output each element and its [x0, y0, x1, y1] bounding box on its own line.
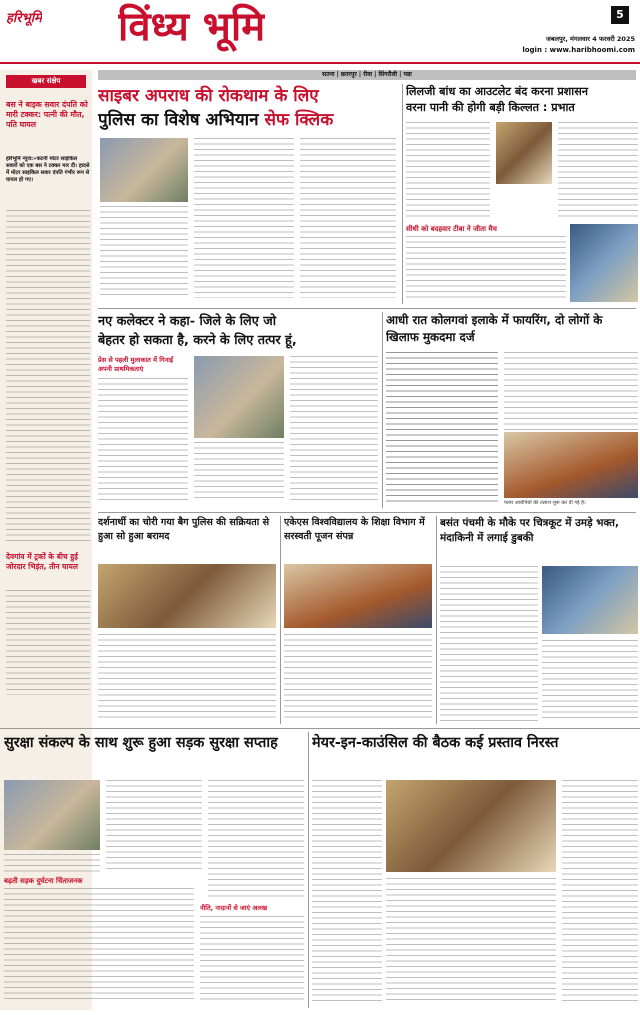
section-rule-1 — [98, 308, 636, 309]
column-rule — [402, 84, 403, 304]
safety-sub-body — [4, 888, 194, 1002]
masthead-divider — [0, 62, 640, 64]
theft-story — [98, 516, 276, 724]
dam-story — [406, 84, 638, 306]
brand-logo: हरिभूमि — [6, 11, 42, 26]
firing-photo-caption: फरार आरोपियों की तलाश शुरू कर दी गई है। — [504, 500, 586, 506]
brief1-lead: हरिभूमि न्यूज:»कटनी मोटर साइकिल सवारों को एक बस ने टक्कर मार दी। हादसे में मोटर साइकिल सवार दंपति गंभीर रूप से घायल हो गए। — [6, 156, 90, 183]
dateline: जबलपुर, मंगलवार 4 फरवरी 2025 — [546, 35, 635, 43]
lead-body-left — [100, 206, 188, 298]
safety-headline: सुरक्षा संकल्प के साथ शुरू हुआ सड़क सुरक्षा सप्ताह — [4, 735, 278, 751]
dam-body-left — [406, 122, 490, 220]
council-body-middle — [386, 878, 556, 1002]
district-names: सतना | छतरपुर | रीवा | सिंगरौली | पन्ना — [322, 71, 412, 78]
page-number: 5 — [611, 6, 629, 24]
safety-subhead: बढ़ती सड़क दुर्घटना चिंताजनक — [4, 877, 83, 885]
column-rule-3 — [280, 516, 281, 724]
lead-headline-red: सेफ क्लिक — [264, 110, 334, 130]
brief1-headline: बस ने बाइक सवार दंपति को मारी टक्कर: पत्नी की मौत, पति घायल — [6, 100, 88, 129]
collector-headline-line1: नए कलेक्टर ने कहा- जिले के लिए जो — [98, 314, 277, 329]
sidebar-label: खबर संक्षेप — [6, 75, 86, 88]
chitrakoot-story — [440, 516, 638, 726]
chitrakoot-body-right — [542, 640, 638, 722]
safety-body-middle — [106, 780, 202, 872]
dam-headline-line2: वरना पानी की होगी बड़ी किल्लत : प्रभात — [406, 101, 575, 114]
safety-body-left — [4, 854, 100, 872]
university-body — [284, 634, 432, 720]
firing-story — [386, 312, 638, 512]
section-rule-2 — [98, 512, 636, 513]
lead-headline-black: पुलिस का विशेष अभियान — [98, 110, 259, 130]
council-story — [312, 732, 638, 1008]
section-rule-3 — [0, 728, 640, 729]
brief2-headline: देवगांव में ट्रकों के बीच हुई जोरदार भिड़ंत, तीन घायल — [6, 552, 78, 571]
masthead — [0, 0, 640, 62]
theft-headline: दर्शनार्थी का चोरी गया बैग पुलिस की सक्रियता से हुआ सो हुआ बरामद — [98, 517, 270, 542]
column-rule-4 — [436, 516, 437, 724]
firing-lead-block — [386, 352, 498, 502]
university-story — [284, 516, 432, 724]
collector-body-middle — [194, 442, 284, 502]
collector-headline-line2: बेहतर हो सकता है, करने के लिए तत्पर हूं, — [98, 333, 297, 348]
lead-body-middle — [194, 138, 294, 298]
chitrakoot-photo — [542, 566, 638, 634]
section-title: विंध्य भूमि — [118, 4, 266, 50]
collector-photo — [194, 356, 284, 438]
theft-body — [98, 634, 276, 720]
council-body-left — [312, 780, 382, 1002]
dam-sub-body — [406, 236, 566, 302]
chitrakoot-body — [440, 566, 538, 722]
safety-photo — [4, 780, 100, 850]
dam-body-right — [558, 122, 638, 220]
collector-body-right — [290, 356, 378, 502]
collector-subhead: प्रेस से पहली मुलाकात में गिनाईं अपनी प्राथमिकताएं — [98, 356, 174, 373]
lead-headline-line1: साइबर अपराध की रोकथाम के लिए — [98, 86, 319, 106]
safety-body-bottom — [200, 916, 304, 1002]
lead-headline-line2 — [98, 108, 398, 132]
column-rule-5 — [308, 732, 309, 1008]
council-headline: मेयर-इन-काउंसिल की बैठक कई प्रस्ताव निरस्त — [312, 735, 559, 751]
dam-subhead: सीधी को बदहवार टीबा ने जीता मैच — [406, 225, 497, 233]
safety-subhead-2: नीति, नादानों से जाएं अलख — [200, 904, 268, 912]
brief1-body — [6, 210, 90, 545]
lead-photo — [100, 138, 188, 202]
dam-headline-line1: लिलजी बांध का आउटलेट बंद करना प्रशासन — [406, 85, 588, 98]
lead-body-right — [300, 138, 396, 298]
district-band — [98, 70, 636, 80]
firing-headline: आधी रात कोलगवां इलाके में फायरिंग, दो लोगों के खिलाफ मुकदमा दर्ज — [386, 313, 603, 344]
login-url[interactable]: login : www.haribhoomi.com — [522, 46, 635, 54]
university-headline: एकेएस विश्वविद्यालय के शिक्षा विभाग में सरस्वती पूजन संपन्न — [284, 517, 425, 542]
brief2-body — [6, 590, 90, 695]
safety-story — [4, 732, 304, 1008]
collector-body-left — [98, 378, 188, 502]
safety-body-right — [208, 780, 304, 900]
firing-body — [504, 352, 638, 430]
council-photo — [386, 780, 556, 872]
university-photo — [284, 564, 432, 628]
dam-match-photo — [570, 224, 638, 302]
firing-lead-text — [386, 352, 498, 502]
lead-story — [98, 84, 398, 304]
theft-photo — [98, 564, 276, 628]
column-rule-2 — [382, 312, 383, 508]
firing-photo — [504, 432, 638, 498]
chitrakoot-headline: बसंत पंचमी के मौके पर चित्रकूट में उमड़े भक्त, मंदाकिनी में लगाई डुबकी — [440, 517, 619, 544]
council-body-right — [562, 780, 638, 1002]
collector-story — [98, 312, 378, 508]
dam-portrait — [496, 122, 552, 184]
